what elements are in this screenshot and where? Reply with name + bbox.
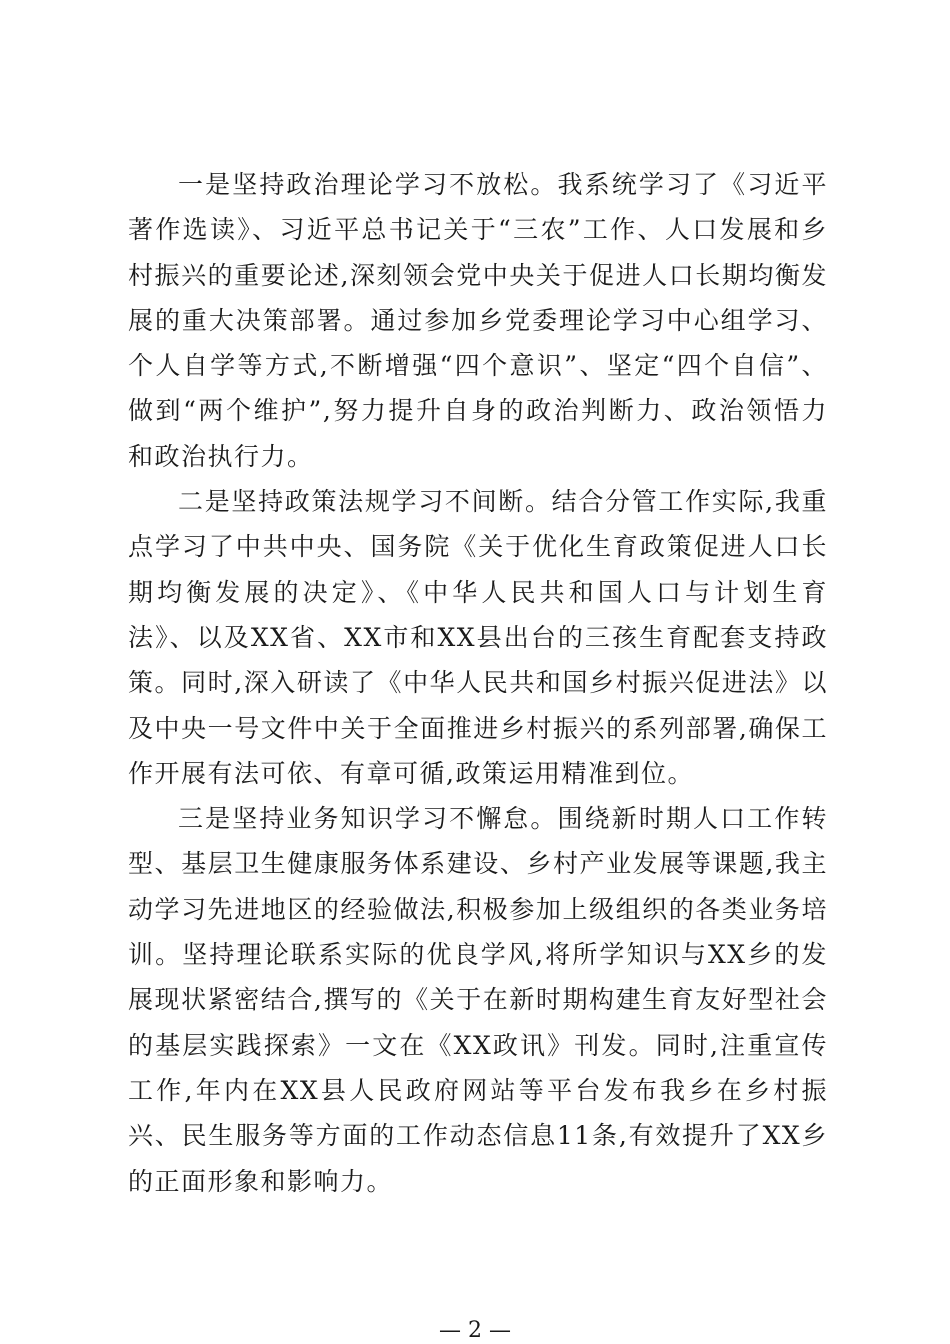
body-text — [128, 162, 828, 1204]
page-number: — 2 — — [439, 1318, 511, 1343]
paragraph-policy-regulations: 二是坚持政策法规学习不间断。结合分管工作实际,我重点学习了中共中央、国务院《关于优化生育政策促进人口长期均衡发展的决定》、《中华人民共和国人口与计划生育法》、以及XX省、XX市和XX县出台的三孩生育配套支持政策。同时,深入研读了《中华人民共和国乡村振兴促进法》以及中央一号文件中关于全面推进乡村振兴的系列部署,确保工作开展有法可依、有章可循,政策运用精准到位。 — [128, 487, 828, 788]
paragraph-political-theory: 一是坚持政治理论学习不放松。我系统学习了《习近平著作选读》、习近平总书记关于“三农”工作、人口发展和乡村振兴的重要论述,深刻领会党中央关于促进人口长期均衡发展的重大决策部署。通过参加乡党委理论学习中心组学习、个人自学等方式,不断增强“四个意识”、坚定“四个自信”、做到“两个维护”,努力提升自身的政治判断力、政治领悟力和政治执行力。 — [128, 170, 828, 471]
paragraph-business-knowledge: 三是坚持业务知识学习不懈怠。围绕新时期人口工作转型、基层卫生健康服务体系建设、乡村产业发展等课题,我主动学习先进地区的经验做法,积极参加上级组织的各类业务培训。坚持理论联系实际的优良学风,将所学知识与XX乡的发展现状紧密结合,撰写的《关于在新时期构建生育友好型社会的基层实践探索》一文在《XX政讯》刊发。同时,注重宣传工作,年内在XX县人民政府网站等平台发布我乡在乡村振兴、民生服务等方面的工作动态信息11条,有效提升了XX乡的正面形象和影响力。 — [128, 804, 828, 1196]
